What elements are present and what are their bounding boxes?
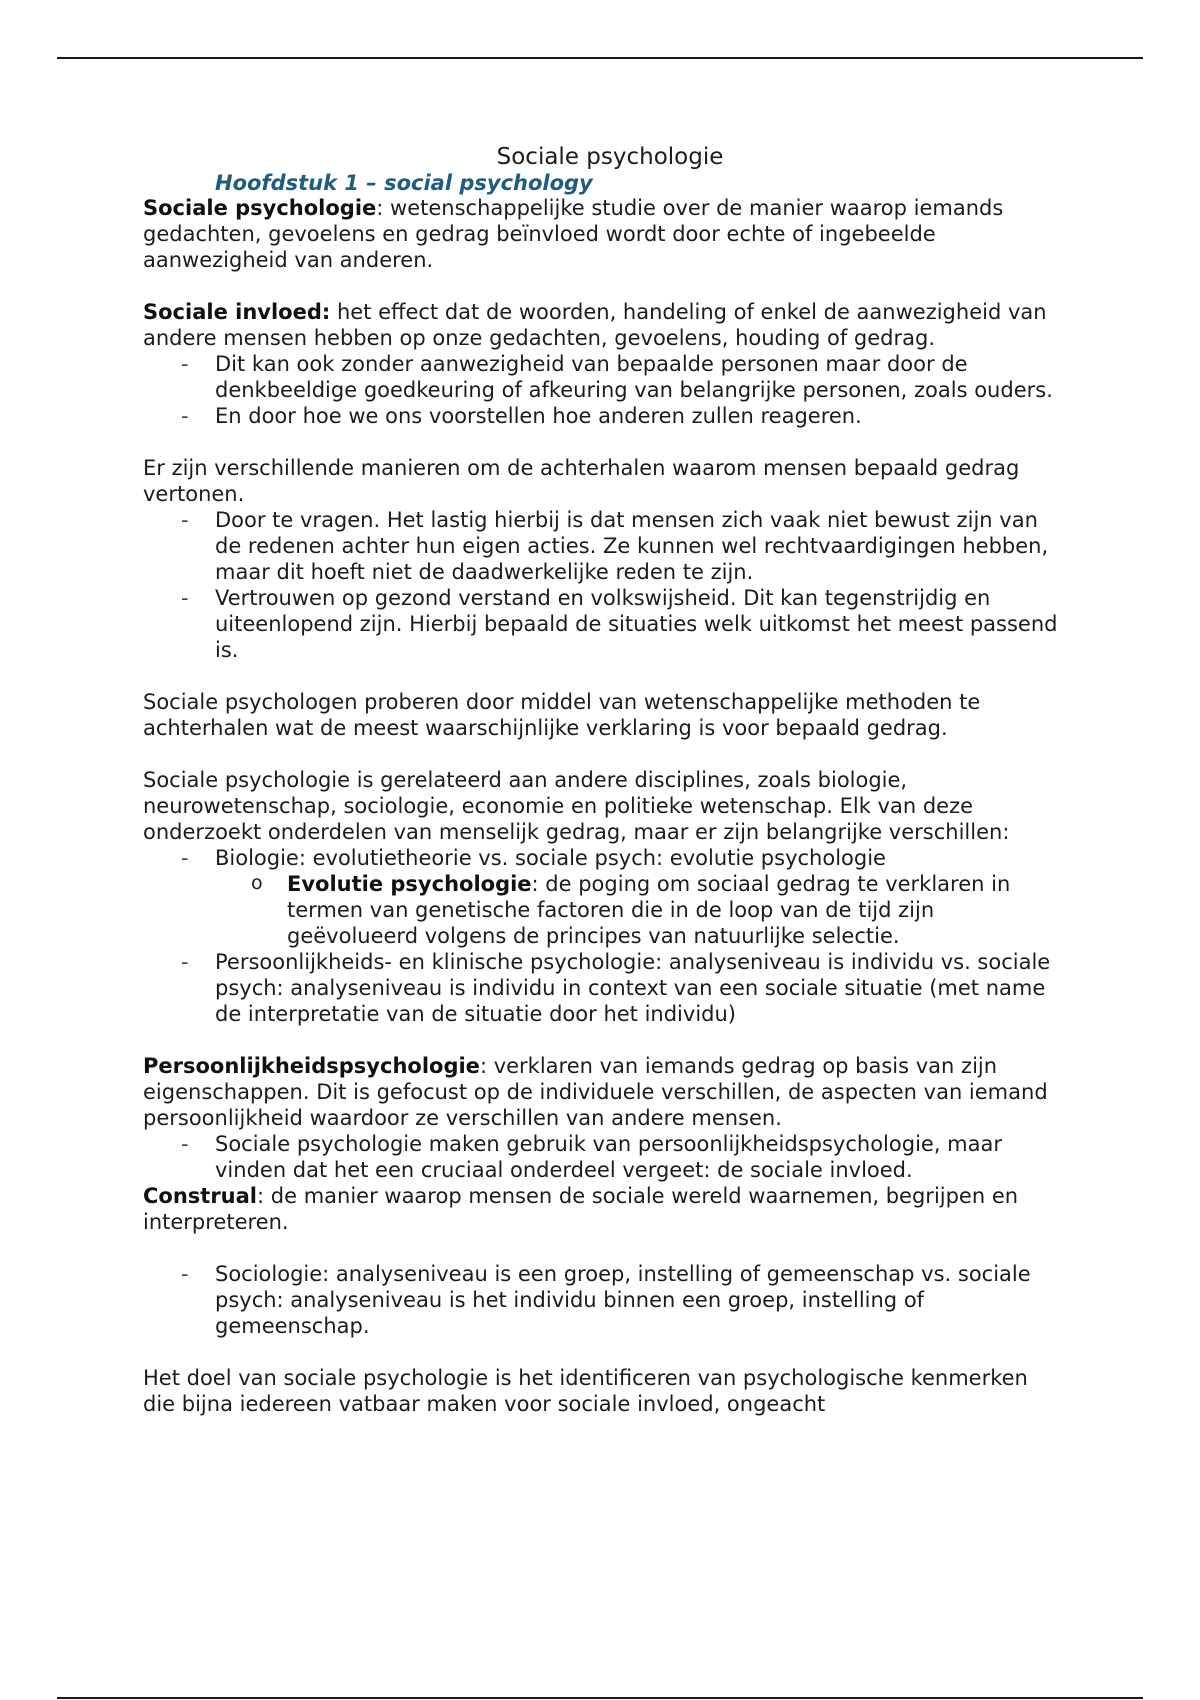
document-body (143, 143, 1063, 1417)
paragraph-psychologists: Sociale psychologen proberen door middel van wetenschappelijke methoden te achterhalen wat de meest waarschijnlijke verklaring is voor bepaald gedrag. (143, 690, 981, 740)
list-item (215, 845, 1063, 949)
bullet-list (143, 845, 1063, 1027)
bullet-list (143, 1261, 1063, 1339)
list-item: - Sociale psychologie maken gebruik van persoonlijkheidspsychologie, maar vinden dat het een cruciaal onderdeel vergeet: de sociale invloed. (215, 1131, 1063, 1183)
definition-sociale-psychologie (143, 195, 1063, 273)
definition-text: : de poging om sociaal gedrag te verklaren in termen van genetische factoren die in de loop van de tijd zijn geëvolueerd volgens de principes van natuurlijke selectie. (287, 872, 1011, 948)
definition-text: het effect dat de woorden, handeling of enkel de aanwezigheid van andere mensen hebben op onze gedachten, gevoelens, houding of gedrag. (143, 300, 1047, 350)
paragraph-disciplines: Sociale psychologie is gerelateerd aan andere disciplines, zoals biologie, neurowetenschap, sociologie, economie en politieke wetenschap. Elk van deze onderzoekt onderdelen van menselijk gedrag, maar er zijn belangrijke verschillen: (143, 768, 1010, 844)
definition-term: Persoonlijkheidspsychologie (143, 1054, 480, 1078)
chapter-heading: Hoofdstuk 1 – social psychology (215, 171, 593, 195)
document-title: Sociale psychologie (496, 144, 724, 170)
paragraph-goal: Het doel van sociale psychologie is het identificeren van psychologische kenmerken die bijna iedereen vatbaar maken voor sociale invloed, ongeacht (143, 1366, 1028, 1416)
list-item: - En door hoe we ons voorstellen hoe anderen zullen reageren. (215, 403, 1063, 429)
definition-term: Construal (143, 1184, 258, 1208)
footer-rule (57, 1697, 1143, 1699)
definition-text: : verklaren van iemands gedrag op basis van zijn eigenschappen. Dit is gefocust op de individuele verschillen, de aspecten van iemand persoonlijkheid waardoor ze verschillen van andere mensen. (143, 1054, 1048, 1130)
definition-construal (143, 1183, 1063, 1235)
list-item: - Door te vragen. Het lastig hierbij is dat mensen zich vaak niet bewust zijn van de redenen achter hun eigen acties. Ze kunnen wel rechtvaardigingen hebben, maar dit hoeft niet de daadwerkelijke reden te zijn. (215, 507, 1063, 585)
list-item: - Persoonlijkheids- en klinische psychologie: analyseniveau is individu vs. sociale psych: analyseniveau is individu in context van een sociale situatie (met name de interpretatie van de situatie door het individu) (215, 949, 1063, 1027)
paragraph-methods: Er zijn verschillende manieren om de achterhalen waarom mensen bepaald gedrag vertonen. (143, 456, 1020, 506)
list-item: - Dit kan ook zonder aanwezigheid van bepaalde personen maar door de denkbeeldige goedkeuring of afkeuring van belangrijke personen, zoals ouders. (215, 351, 1063, 403)
definition-text: : de manier waarop mensen de sociale wereld waarnemen, begrijpen en interpreteren. (143, 1184, 1019, 1234)
definition-term: Evolutie psychologie (287, 872, 532, 896)
definition-sociale-invloed (143, 299, 1063, 351)
definition-text: : wetenschappelijke studie over de manier waarop iemands gedachten, gevoelens en gedrag beïnvloed wordt door echte of ingebeelde aanwezigheid van anderen. (143, 196, 1004, 272)
sub-bullet-list (215, 871, 1063, 949)
sub-list-item (287, 871, 1063, 949)
definition-persoonlijkheidspsychologie (143, 1053, 1063, 1131)
definition-term: Sociale psychologie (143, 196, 377, 220)
list-item: - Vertrouwen op gezond verstand en volkswijsheid. Dit kan tegenstrijdig en uiteenlopend zijn. Hierbij bepaald de situaties welk uitkomst het meest passend is. (215, 585, 1063, 663)
definition-term: Sociale invloed: (143, 300, 331, 324)
bullet-list (143, 1131, 1063, 1183)
bullet-list (143, 507, 1063, 663)
list-item-text: Biologie: evolutietheorie vs. sociale psych: evolutie psychologie (215, 846, 886, 870)
bullet-list (143, 351, 1063, 429)
list-item: - Sociologie: analyseniveau is een groep, instelling of gemeenschap vs. sociale psych: analyseniveau is het individu binnen een groep, instelling of gemeenschap. (215, 1261, 1063, 1339)
header-rule (57, 57, 1143, 59)
